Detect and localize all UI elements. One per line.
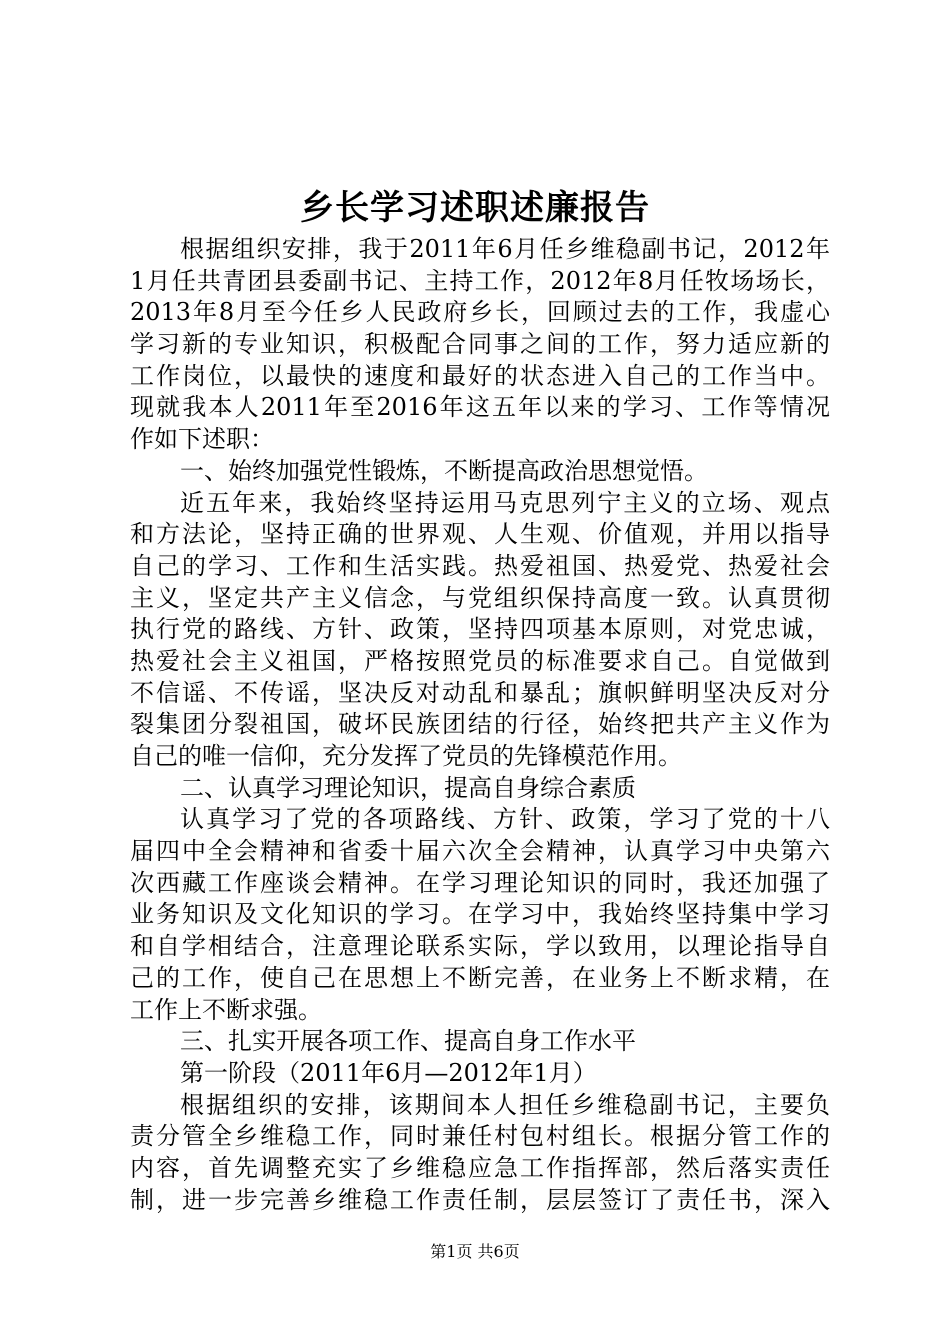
text-line: 工作上不断求强。	[130, 995, 322, 1024]
text-line: 执行党的路线、方针、政策，坚持四项基本原则，对党忠诚，	[130, 615, 830, 644]
text-line: 现就我本人2011年至2016年这五年以来的学习、工作等情况	[130, 393, 830, 422]
text-line: 根据组织的安排，该期间本人担任乡维稳副书记，主要负	[180, 1090, 830, 1119]
text-line: 主义，坚定共产主义信念，与党组织保持高度一致。认真贯彻	[130, 583, 830, 612]
text-line: 热爱社会主义祖国，严格按照党员的标准要求自己。自觉做到	[130, 646, 830, 675]
document-body	[130, 234, 830, 1216]
text-line: 学习新的专业知识，积极配合同事之间的工作，努力适应新的	[130, 330, 830, 359]
text-line: 内容，首先调整充实了乡维稳应急工作指挥部，然后落实责任	[130, 1153, 830, 1182]
text-line: 第一阶段（2011年6月—2012年1月）	[180, 1058, 597, 1087]
text-line: 二、认真学习理论知识，提高自身综合素质	[180, 773, 636, 802]
text-line: 自己的学习、工作和生活实践。热爱祖国、热爱党、热爱社会	[130, 551, 830, 580]
document-title: 乡长学习述职述廉报告	[300, 188, 650, 228]
text-line: 1月任共青团县委副书记、主持工作，2012年8月任牧场场长，	[130, 266, 830, 295]
text-line: 根据组织安排，我于2011年6月任乡维稳副书记，2012年	[180, 235, 830, 263]
text-line: 认真学习了党的各项路线、方针、政策，学习了党的十八	[180, 805, 830, 834]
text-line: 责分管全乡维稳工作，同时兼任村包村组长。根据分管工作的	[130, 1122, 830, 1151]
text-line: 制，进一步完善乡维稳工作责任制，层层签订了责任书，深入	[130, 1185, 830, 1214]
text-line: 己的工作，使自己在思想上不断完善，在业务上不断求精，在	[130, 963, 830, 992]
text-line: 届四中全会精神和省委十届六次全会精神，认真学习中央第六	[130, 837, 830, 866]
text-line: 自己的唯一信仰，充分发挥了党员的先锋模范作用。	[130, 742, 682, 770]
text-line: 裂集团分裂祖国，破坏民族团结的行径，始终把共产主义作为	[130, 710, 830, 739]
text-line: 和方法论，坚持正确的世界观、人生观、价值观，并用以指导	[130, 520, 830, 549]
text-line: 三、扎实开展各项工作、提高自身工作水平	[180, 1027, 636, 1056]
text-line: 一、始终加强党性锻炼，不断提高政治思想觉悟。	[180, 456, 708, 485]
text-line: 2013年8月至今任乡人民政府乡长，回顾过去的工作，我虚心	[130, 298, 830, 327]
text-line: 不信谣、不传谣，坚决反对动乱和暴乱；旗帜鲜明坚决反对分	[130, 678, 830, 707]
text-line: 和自学相结合，注意理论联系实际，学以致用，以理论指导自	[130, 932, 830, 961]
text-line: 工作岗位，以最快的速度和最好的状态进入自己的工作当中。	[130, 361, 830, 390]
text-line: 业务知识及文化知识的学习。在学习中，我始终坚持集中学习	[130, 900, 830, 929]
text-line: 次西藏工作座谈会精神。在学习理论知识的同时，我还加强了	[130, 868, 830, 897]
text-line: 近五年来，我始终坚持运用马克思列宁主义的立场、观点	[180, 488, 830, 517]
text-line: 作如下述职：	[130, 425, 274, 454]
page-footer: 第1页 共6页	[430, 1242, 520, 1261]
